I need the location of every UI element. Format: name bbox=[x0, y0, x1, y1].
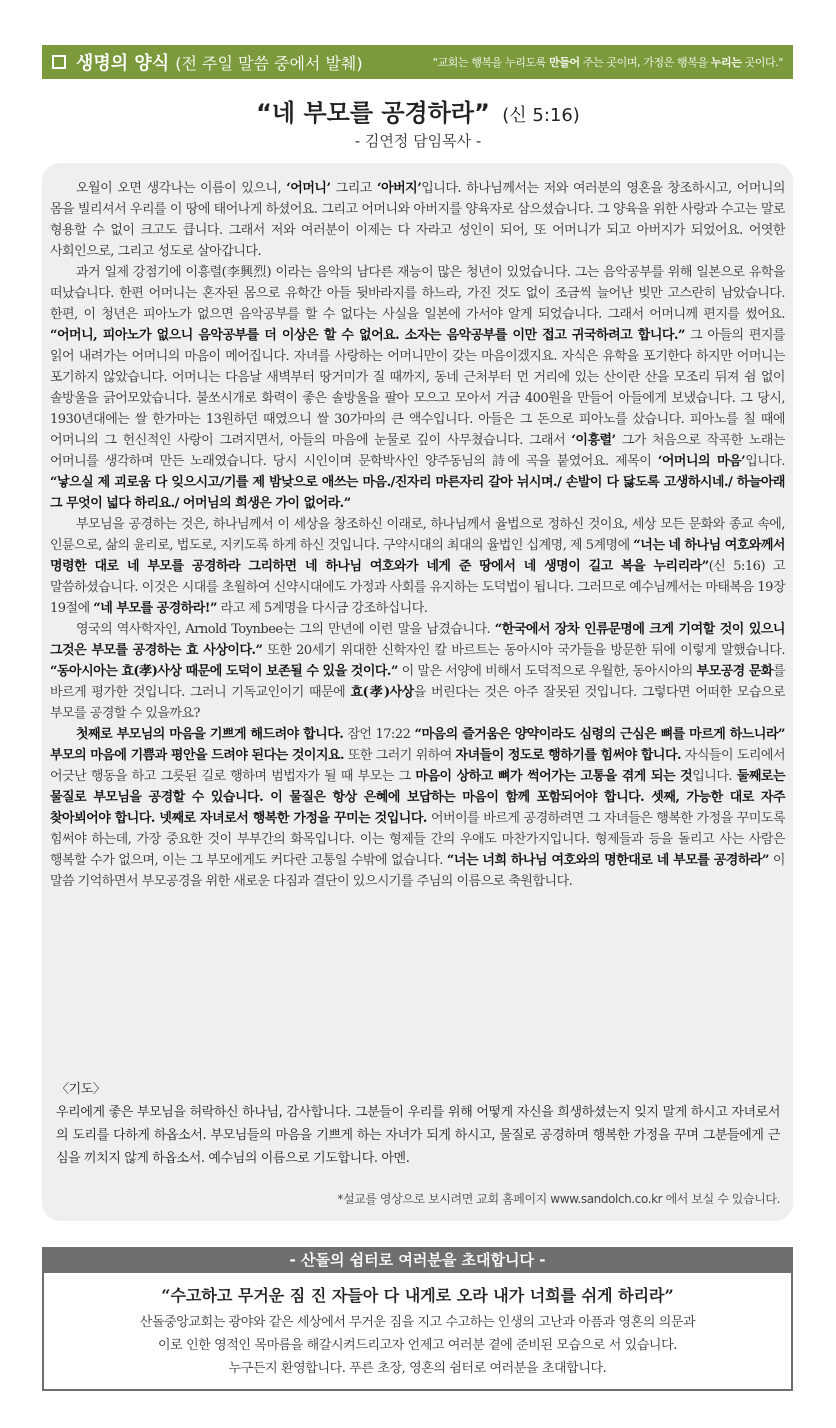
emphasized-text: “네 부모를 공경하라!” bbox=[93, 601, 217, 616]
emphasized-text: 효(孝)사상 bbox=[350, 685, 414, 700]
body-text: 입니다. 하나님께서는 저와 여러분의 영혼을 창조하시고, 어머니의 몸을 빌리셔서 우리를 이 땅에 태어나게 하셨어요. 그리고 어머니와 아버지를 양육자로 삼으셨습니다. 그 양육을 위한 사랑과 수고는 말로 형용할 수 없이 크고도 큽니다. 그래서 저와 여러분이 이제는 다 자라고 성인이 되어, 또 어머니가 되고 아버지가 되었어요. 어엿한 사회인으로, 그리고 성도로 살아갑니다. bbox=[50, 181, 785, 259]
body-text: 어버이를 바르게 공경하려면 그 자녀들은 행복한 가정을 꾸미도록 힘써야 하는데, 가장 중요한 것이 부부간의 화목입니다. 이는 형제들 간의 우애도 마찬가지입니다. 형제들과 등을 돌리고 사는 사람은 행복할 수가 없으며, 이는 그 부모에게도 커다란 고통일 수밖에 없습니다. bbox=[50, 811, 786, 868]
emphasized-text: ‘아버지’ bbox=[377, 181, 422, 196]
body-text: (신 5:16) 고 말씀하셨습니다. 이것은 시대를 초월하여 신약시대에도 가정과 사회를 유지하는 도덕법이 됩니다. 그러므로 예수님께서는 마태복음 19장 19절에 bbox=[50, 559, 786, 616]
prayer-section bbox=[56, 1078, 780, 1170]
emphasized-text: 부모의 마음에 기쁨과 평안을 드려야 된다는 것이지요. bbox=[50, 748, 345, 763]
sermon-paragraph bbox=[50, 262, 785, 514]
body-text: 를 바르게 평가한 것입니다. 그러니 기독교인이기 때문에 bbox=[50, 664, 786, 700]
section-subtitle: (전 주일 말씀 중에서 발췌) bbox=[175, 53, 363, 73]
body-text: 부모님을 공경하는 것은, 하나님께서 이 세상을 창조하신 이래로, 하나님께서 율법으로 정하신 것이요, 세상 모든 문화와 종교 속에, 인륜으로, 삶의 윤리로, 법도로, 지키도록 하게 하신 것입니다. 구약시대의 최대의 율법인 십계명, 제 5계명에 bbox=[50, 517, 785, 553]
emphasized-text: 둘째로는 물질로 부모님을 공경할 수 있습니다. 이 물질은 항상 은혜에 보답하는 마음이 함께 포함되어야 합니다. 셋째, 가능한 대로 자주 찾아뵈어야 합니다. 넷째로 자녀로서 행복한 가정을 꾸미는 것입니다. bbox=[50, 769, 786, 826]
emphasized-text: 자녀들이 정도로 행하기를 힘써야 합니다. bbox=[455, 748, 682, 763]
emphasized-text: 부모공경 문화 bbox=[696, 664, 773, 679]
emphasized-text: “마음의 즐거움은 양약이라도 심령의 근심은 뼈를 마르게 하느니라” bbox=[414, 727, 785, 742]
body-text: 라고 제 5계명을 다시금 강조하십니다. bbox=[216, 601, 428, 616]
emphasized-text: “어머니, 피아노가 없으니 음악공부를 더 이상은 할 수 없어요. 소자는 음악공부를 이만 접고 귀국하려고 합니다.” bbox=[50, 328, 685, 343]
invite-line: 누구든지 환영합니다. 푸른 초장, 영혼의 쉼터로 여러분을 초대합니다. bbox=[228, 1361, 607, 1376]
pastor-name: - 김연정 담임목사 - bbox=[354, 132, 482, 150]
emphasized-text: “너는 네 하나님 여호와께서 명령한 대로 네 부모를 공경하라 그리하면 네 하나님 여호와가 네게 준 땅에서 네 생명이 길고 복을 누리리라” bbox=[50, 538, 785, 574]
body-text: 입니다. bbox=[692, 769, 737, 784]
body-text: 과거 일제 강점기에 이흥렬(李興烈) 이라는 음악의 남다른 재능이 많은 청년이 있었습니다. 그는 음악공부를 위해 일본으로 유학을 떠났습니다. 한편 어머니는 혼자된 몸으로 유학간 아들 뒷바라지를 하느라, 가진 것도 없이 조금씩 늘어난 빚만 고스란히 남았습니다. 한편, 이 청년은 피아노가 없으면 음악공부를 할 수 없다는 사실을 일본에 가서야 알게 되었습니다. 그래서 어머니께 편지를 썼어요. bbox=[50, 265, 785, 322]
sermon-paragraph bbox=[50, 514, 785, 619]
emphasized-text: “한국에서 장차 인류문명에 크게 기여할 것이 있으니 그것은 부모를 공경하는 효 사상이다.” bbox=[50, 622, 785, 658]
section-header-bar bbox=[42, 45, 793, 79]
invite-banner: - 산돌의 쉼터로 여러분을 초대합니다 - bbox=[42, 1247, 793, 1273]
body-text: 입니다. bbox=[745, 454, 785, 469]
body-text: 그 아들의 편지를 읽어 내려가는 어머니의 마음이 메어집니다. 자녀를 사랑하는 어머니만이 갖는 마음이겠지요. 자식은 유학을 포기한다 하지만 어머니는 포기하지 않았습니다. 어머니는 다음날 새벽부터 땅거미가 질 때까지, 동네 근처부터 먼 거리에 있는 산이란 산을 모조리 뒤져 쉼 없이 솔방울을 긁어모았습니다. 불쏘시개로 화력이 좋은 솔방울을 팔아 모으고 모아서 거금 400원을 만들어 아들에게 보냈습니다. 그 당시, 1930년대에는 쌀 한가마는 13원하던 때였으니 쌀 30가마의 큰 액수입니다. 아들은 그 돈으로 피아노를 샀습니다. 피아노를 칠 때에 어머니의 그 헌신적인 사랑이 그려지면서, 아들의 마음에 눈물로 깊이 사무쳤습니다. 그래서 bbox=[50, 328, 785, 448]
emphasized-text: ‘어머니의 마음’ bbox=[657, 454, 746, 469]
section-title: 생명의 양식 bbox=[76, 53, 170, 74]
emphasized-text: “동아시아는 효(孝)사상 때문에 도덕이 보존될 수 있을 것이다.” bbox=[50, 664, 398, 679]
body-text: 그리고 bbox=[330, 181, 377, 196]
emphasized-text: “낳으실 제 괴로움 다 잊으시고/기를 제 밤낮으로 애쓰는 마음./진자리 마른자리 갈아 뉘시며./ 손발이 다 닳도록 고생하시네./ 하늘아래 그 무엇이 넓다 하리요./ 어머님의 희생은 가이 없어라.” bbox=[50, 475, 785, 511]
invite-quote: “수고하고 무거운 짐 진 자들아 다 내게로 오라 내가 너희를 쉬게 하리라” bbox=[161, 1286, 674, 1305]
prayer-title: 〈기도〉 bbox=[56, 1082, 106, 1097]
body-text: 또한 그러기 위하여 bbox=[344, 748, 456, 763]
body-text: 잠언 17:22 bbox=[343, 727, 415, 742]
sermon-paragraph bbox=[50, 724, 785, 892]
body-text: 을 버린다는 것은 아주 잘못된 것입니다. 그렇다면 어떠한 모습으로 부모를 공경할 수 있을까요? bbox=[50, 685, 785, 721]
emphasized-text: 마음이 상하고 뼈가 썩어가는 고통을 겪게 되는 것 bbox=[415, 769, 693, 784]
checkbox-square-icon bbox=[52, 55, 66, 69]
body-text: 그가 처음으로 작곡한 노래는 어머니를 생각하며 만든 노래였습니다. 당시 시인이며 문학박사인 양주동님의 詩에 곡을 붙였어요. 제목이 bbox=[50, 433, 785, 469]
sermon-title-text: “네 부모를 공경하라” bbox=[256, 99, 490, 127]
header-quote: "교회는 행복을 누리도록 만들어 주는 곳이며, 가정은 행복을 누리는 곳이다." bbox=[432, 56, 783, 69]
emphasized-text: ‘이흥렬’ bbox=[571, 433, 616, 448]
emphasized-text: “너는 너희 하나님 여호와의 명한대로 네 부모를 공경하라” bbox=[446, 853, 769, 868]
body-text: 이 말은 서양에 비해서 도덕적으로 우월한, 동아시아의 bbox=[397, 664, 697, 679]
invite-box bbox=[42, 1273, 793, 1391]
body-text: 영국의 역사학자인, Arnold Toynbee는 그의 만년에 이런 말을 남겼습니다. bbox=[76, 622, 495, 637]
body-text: 자식들이 도리에서 어긋난 행동을 하고 그릇된 길로 행하며 범법자가 될 때 부모는 그 bbox=[50, 748, 786, 784]
invite-line: 산돌중앙교회는 광야와 같은 세상에서 무거운 짐을 지고 수고하는 인생의 고난과 아픔과 영혼의 의문과 bbox=[139, 1315, 696, 1330]
sermon-paragraph bbox=[50, 619, 785, 724]
body-text: 이 말씀 기억하면서 부모공경을 위한 새로운 다짐과 결단이 있으시기를 주님의 이름으로 축원합니다. bbox=[50, 853, 785, 889]
sermon-paragraph bbox=[50, 178, 785, 262]
sermon-title bbox=[0, 93, 836, 128]
emphasized-text: ‘어머니’ bbox=[286, 181, 331, 196]
body-text: 오월이 오면 생각나는 이름이 있으니, bbox=[76, 181, 287, 196]
emphasized-text: 첫째로 부모님의 마음을 기쁘게 해드려야 합니다. bbox=[76, 727, 344, 742]
video-note: *설교를 영상으로 보시려면 교회 홈페이지 www.sandolch.co.kr 에서 보실 수 있습니다. bbox=[337, 1192, 780, 1206]
prayer-text: 우리에게 좋은 부모님을 허락하신 하나님, 감사합니다. 그분들이 우리를 위해 어떻게 자신을 희생하셨는지 잊지 말게 하시고 자녀로서의 도리를 다하게 하옵소서. 부모님들의 마음을 기쁘게 하는 자녀가 되게 하시고, 물질로 공경하며 행복한 가정을 꾸며 그분들에게 근심을 끼치지 않게 하옵소서. 예수님의 이름으로 기도합니다. 아멘. bbox=[56, 1105, 780, 1166]
sermon-body bbox=[50, 178, 785, 892]
invite-text bbox=[44, 1311, 791, 1380]
invite-line: 이로 인한 영적인 목마름을 해갈시켜드리고자 언제고 여러분 곁에 준비된 모습으로 서 있습니다. bbox=[158, 1338, 677, 1353]
body-text: 또한 20세기 위대한 신학자인 칼 바르트는 동아시아 국가들을 방문한 뒤에 이렇게 말했습니다. bbox=[262, 643, 785, 658]
scripture-reference: (신 5:16) bbox=[502, 105, 580, 126]
